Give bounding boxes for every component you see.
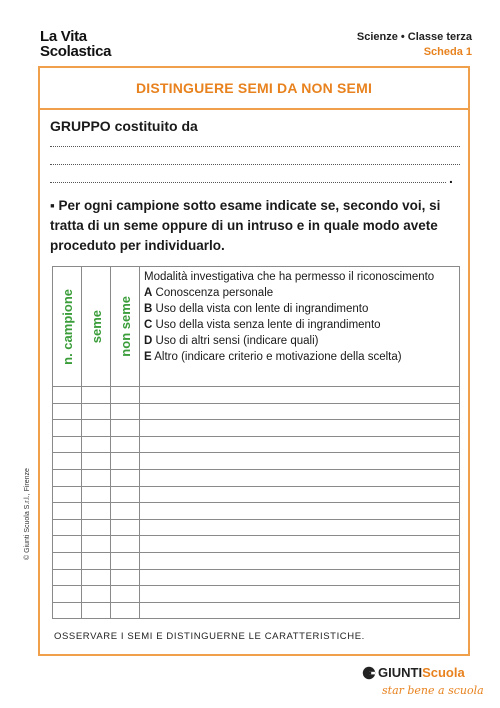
- table-row: [53, 586, 460, 603]
- column-header-non-seed: non seme: [111, 267, 140, 387]
- method-option-e: E Altro (indicare criterio e motivazione della scelta): [144, 351, 402, 363]
- answer-cell[interactable]: [140, 436, 460, 453]
- table-row: [53, 503, 460, 520]
- table-row: [53, 469, 460, 486]
- answer-cell[interactable]: [111, 403, 140, 420]
- table-row: [53, 403, 460, 420]
- answer-cell[interactable]: [82, 569, 111, 586]
- subject-info: [357, 30, 472, 60]
- answer-cell[interactable]: [140, 420, 460, 437]
- instruction-text: ▪ Per ogni campione sotto esame indicate se, secondo voi, si tratta di un seme oppure di un intruso e in quale modo avete proceduto per individuarlo.: [50, 198, 441, 253]
- answer-cell[interactable]: [140, 519, 460, 536]
- answer-cell[interactable]: [111, 420, 140, 437]
- answer-cell[interactable]: [53, 602, 82, 619]
- logo-wordmark: GIUNTIScuola: [378, 665, 465, 680]
- answer-cell[interactable]: [53, 436, 82, 453]
- column-header-sample-number: n. campione: [53, 267, 82, 387]
- column-header-method: [140, 267, 460, 387]
- answer-cell[interactable]: [53, 503, 82, 520]
- answer-cell[interactable]: [53, 453, 82, 470]
- answer-cell[interactable]: [140, 469, 460, 486]
- worksheet-title: DISTINGUERE SEMI DA NON SEMI: [135, 80, 373, 96]
- answer-cell[interactable]: [111, 519, 140, 536]
- answer-cell[interactable]: [111, 552, 140, 569]
- brand-line-2: Scolastica: [40, 43, 112, 60]
- answer-cell[interactable]: [53, 387, 82, 404]
- answer-cell[interactable]: [82, 436, 111, 453]
- subject-class: Scienze • Classe terza: [356, 31, 472, 43]
- answer-cell[interactable]: [111, 387, 140, 404]
- answer-cell[interactable]: [111, 486, 140, 503]
- copyright-text: © Giunti Scuola S.r.l., Firenze: [24, 468, 31, 560]
- answer-cell[interactable]: [53, 569, 82, 586]
- answer-cell[interactable]: [82, 453, 111, 470]
- answer-cell[interactable]: [140, 602, 460, 619]
- table-row: [53, 569, 460, 586]
- group-line-3[interactable]: [50, 182, 446, 183]
- answer-cell[interactable]: [140, 586, 460, 603]
- answer-cell[interactable]: [82, 486, 111, 503]
- answer-cell[interactable]: [140, 569, 460, 586]
- answer-cell[interactable]: [140, 486, 460, 503]
- method-option-a: A Conoscenza personale: [144, 287, 274, 299]
- answer-cell[interactable]: [111, 503, 140, 520]
- answer-cell[interactable]: [82, 469, 111, 486]
- answer-cell[interactable]: [82, 503, 111, 520]
- answer-cell[interactable]: [111, 536, 140, 553]
- method-option-c: C Uso della vista senza lente di ingrandimento: [144, 319, 381, 331]
- method-header-text: Modalità investigativa che ha permesso il riconoscimento: [144, 271, 435, 283]
- table-row: [53, 420, 460, 437]
- brand-line-1: La Vita: [40, 28, 87, 45]
- answer-cell[interactable]: [111, 602, 140, 619]
- giunti-logo: [362, 665, 484, 702]
- answer-cell[interactable]: [140, 503, 460, 520]
- brand-logo: [40, 29, 111, 59]
- method-option-d: D Uso di altri sensi (indicare quali): [144, 335, 319, 347]
- table-row: [53, 453, 460, 470]
- answer-cell[interactable]: [82, 552, 111, 569]
- table-row: [53, 602, 460, 619]
- answer-cell[interactable]: [140, 536, 460, 553]
- sample-table: [52, 266, 460, 619]
- table-row: [53, 436, 460, 453]
- answer-cell[interactable]: [53, 403, 82, 420]
- answer-cell[interactable]: [140, 552, 460, 569]
- answer-cell[interactable]: [82, 586, 111, 603]
- answer-cell[interactable]: [82, 387, 111, 404]
- answer-cell[interactable]: [140, 387, 460, 404]
- title-band: [40, 68, 468, 110]
- table-row: [53, 387, 460, 404]
- final-dot: .: [449, 170, 453, 186]
- answer-cell[interactable]: [111, 569, 140, 586]
- answer-cell[interactable]: [82, 602, 111, 619]
- sheet-number: Scheda 1: [423, 46, 472, 58]
- answer-cell[interactable]: [82, 420, 111, 437]
- answer-cell[interactable]: [53, 486, 82, 503]
- table-row: [53, 486, 460, 503]
- answer-cell[interactable]: [82, 536, 111, 553]
- footer-note: OSSERVARE I SEMI E DISTINGUERNE LE CARATTERISTICHE.: [54, 631, 365, 642]
- answer-cell[interactable]: [111, 436, 140, 453]
- answer-cell[interactable]: [53, 469, 82, 486]
- logo-slogan: star bene a scuola: [382, 684, 484, 697]
- answer-cell[interactable]: [140, 403, 460, 420]
- group-line-2[interactable]: [50, 164, 460, 165]
- answer-cell[interactable]: [111, 586, 140, 603]
- answer-cell[interactable]: [53, 536, 82, 553]
- group-line-1[interactable]: [50, 146, 460, 147]
- answer-cell[interactable]: [82, 519, 111, 536]
- logo-g-icon: [362, 666, 376, 680]
- answer-cell[interactable]: [53, 552, 82, 569]
- answer-cell[interactable]: [82, 403, 111, 420]
- table-row: [53, 552, 460, 569]
- answer-cell[interactable]: [53, 420, 82, 437]
- method-option-b: B Uso della vista con lente di ingrandimento: [144, 303, 369, 315]
- table-row: [53, 519, 460, 536]
- answer-cell[interactable]: [111, 469, 140, 486]
- table-row: [53, 536, 460, 553]
- column-header-seed: seme: [82, 267, 111, 387]
- answer-cell[interactable]: [140, 453, 460, 470]
- answer-cell[interactable]: [53, 519, 82, 536]
- answer-cell[interactable]: [53, 586, 82, 603]
- answer-cell[interactable]: [111, 453, 140, 470]
- group-label: GRUPPO costituito da: [50, 118, 198, 134]
- worksheet-frame: [38, 66, 470, 656]
